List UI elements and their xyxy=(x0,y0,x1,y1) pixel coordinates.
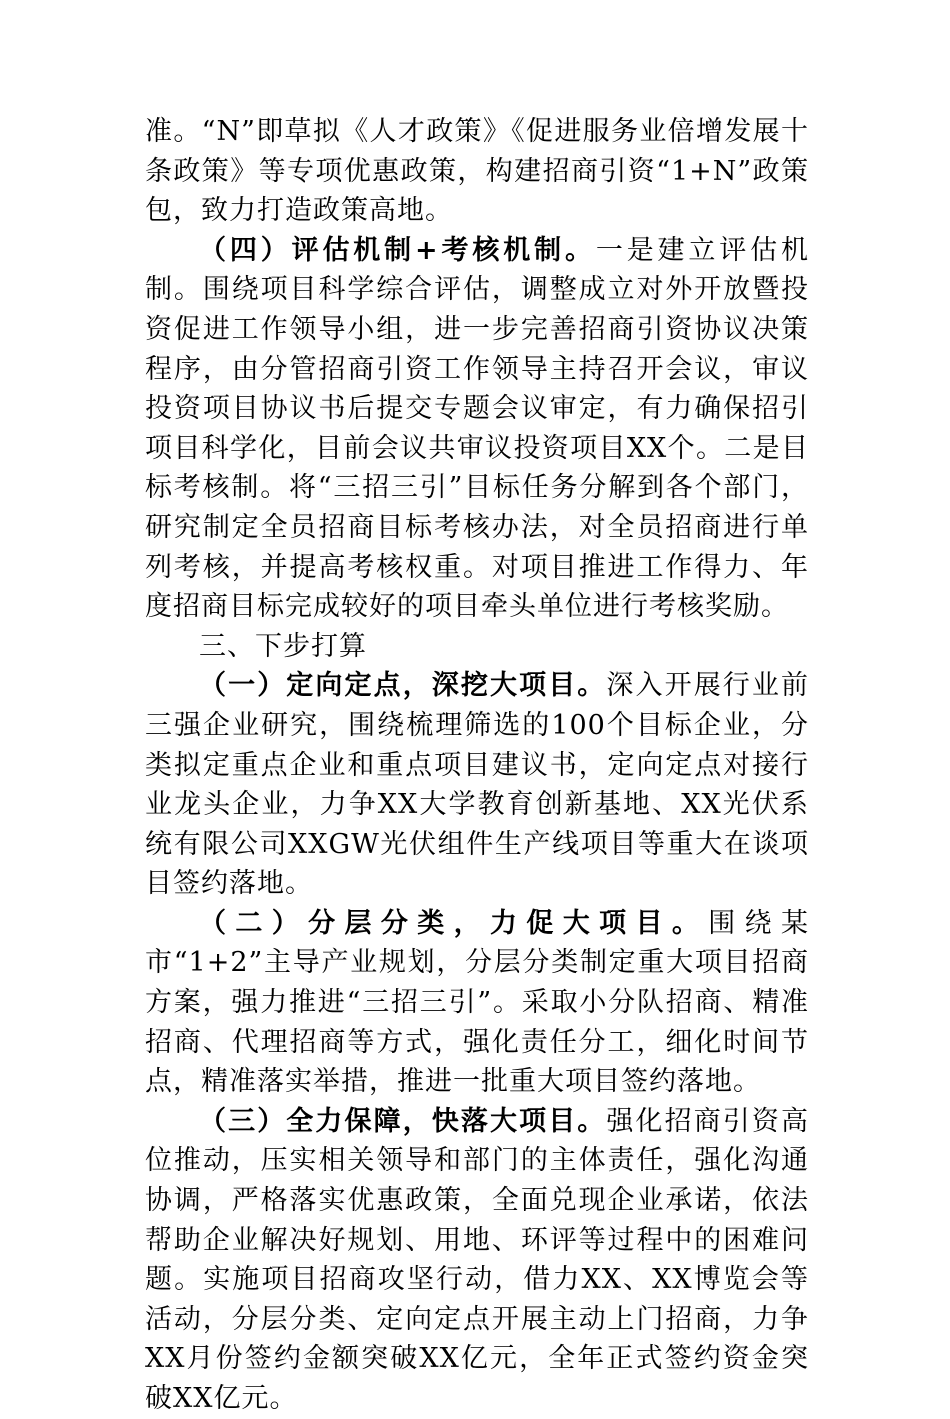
paragraph-lead-heading: （三）全力保障，快落大项目。 xyxy=(199,1105,607,1137)
paragraph-policy-continuation: 准。“N”即草拟《人才政策》《促进服务业倍增发展十条政策》等专项优惠政策，构建招商引资“1+N”政策包，致力打造政策高地。 xyxy=(145,116,809,227)
paragraph-text: 深入开展行业前三强企业研究，围绕梳理筛选的100个目标企业，分类拟定重点企业和重点项目建议书，定向定点对接行业龙头企业，力争XX大学教育创新基地、XX光伏系统有限公司XXGW光伏组件生产线项目等重大在谈项目签约落地。 xyxy=(145,670,810,900)
paragraph-evaluation-mechanism xyxy=(145,231,809,627)
paragraph-lead-heading: （二）分层分类，力促大项目。 xyxy=(199,907,709,939)
paragraph-plan-three xyxy=(145,1102,809,1419)
paragraph-text: 一是建立评估机制。围绕项目科学综合评估，调整成立对外开放暨投资促进工作领导小组，进一步完善招商引资协议决策程序，由分管招商引资工作领导主持召开会议，审议投资项目协议书后提交专题会议审定，有力确保招引项目科学化，目前会议共审议投资项目XX个。二是目标考核制。将“三招三引”目标任务分解到各个部门，研究制定全员招商目标考核办法，对全员招商进行单列考核，并提高考核权重。对项目推进工作得力、年度招商目标完成较好的项目牵头单位进行考核奖励。 xyxy=(145,234,809,623)
paragraph-text: 强化招商引资高位推动，压实相关领导和部门的主体责任，强化沟通协调，严格落实优惠政策，全面兑现企业承诺，依法帮助企业解决好规划、用地、环评等过程中的困难问题。实施项目招商攻坚行动，借力XX、XX博览会等活动，分层分类、定向定点开展主动上门招商，力争XX月份签约金额突破XX亿元，全年正式签约资金突破XX亿元。 xyxy=(145,1105,810,1414)
paragraph-text: 围绕某市“1+2”主导产业规划，分层分类制定重大项目招商方案，强力推进“三招三引”。采取小分队招商、精准招商、代理招商等方式，强化责任分工，细化时间节点，精准落实举措，推进一批重大项目签约落地。 xyxy=(145,907,809,1098)
section-heading-next-steps: 三、下步打算 xyxy=(199,630,367,662)
paragraph-lead-heading: （一）定向定点，深挖大项目。 xyxy=(199,670,607,702)
document-body xyxy=(145,112,809,1419)
paragraph-plan-two xyxy=(145,904,809,1102)
paragraph-plan-one xyxy=(145,666,809,904)
paragraph-lead-heading: （四）评估机制+考核机制。 xyxy=(199,234,596,266)
